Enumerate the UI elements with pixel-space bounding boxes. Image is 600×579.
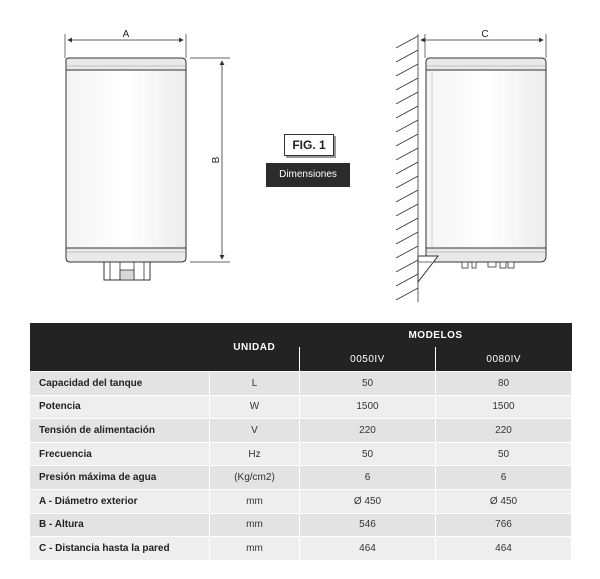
row-label: Capacidad del tanque	[30, 372, 210, 396]
front-view	[65, 29, 230, 280]
table-row	[30, 419, 572, 443]
row-value-0050iv: 1500	[300, 395, 436, 419]
row-value-0080iv: 464	[436, 537, 572, 561]
row-unit: Hz	[210, 442, 300, 466]
unit-column-header: UNIDAD	[210, 323, 300, 372]
row-label: C - Distancia hasta la pared	[30, 537, 210, 561]
row-label: Potencia	[30, 395, 210, 419]
row-value-0050iv: 50	[300, 372, 436, 396]
row-value-0050iv: 6	[300, 466, 436, 490]
row-unit: mm	[210, 489, 300, 513]
row-value-0080iv: 6	[436, 466, 572, 490]
row-value-0050iv: 220	[300, 419, 436, 443]
table-row	[30, 513, 572, 537]
row-value-0080iv: 1500	[436, 395, 572, 419]
row-label: Presión máxima de agua	[30, 466, 210, 490]
table-row	[30, 466, 572, 490]
specifications-table	[29, 323, 572, 561]
table-row	[30, 372, 572, 396]
table-row	[30, 489, 572, 513]
table-row	[30, 537, 572, 561]
dim-c-label: C	[481, 29, 489, 40]
row-value-0050iv: 464	[300, 537, 436, 561]
row-value-0080iv: Ø 450	[436, 489, 572, 513]
row-value-0080iv: 766	[436, 513, 572, 537]
figure-number-label: FIG. 1	[284, 134, 334, 156]
row-unit: mm	[210, 513, 300, 537]
row-label: Tensión de alimentación	[30, 419, 210, 443]
row-label: Frecuencia	[30, 442, 210, 466]
row-value-0080iv: 50	[436, 442, 572, 466]
row-value-0050iv: 546	[300, 513, 436, 537]
figure-caption: Dimensiones	[266, 163, 350, 187]
row-value-0080iv: 80	[436, 372, 572, 396]
dim-b-label: B	[211, 156, 222, 164]
table-row	[30, 395, 572, 419]
dim-a-label: A	[122, 29, 130, 40]
row-value-0080iv: 220	[436, 419, 572, 443]
model-header-0050iv: 0050IV	[300, 347, 436, 372]
row-label: B - Altura	[30, 513, 210, 537]
row-unit: V	[210, 419, 300, 443]
row-unit: W	[210, 395, 300, 419]
row-value-0050iv: 50	[300, 442, 436, 466]
row-label: A - Diámetro exterior	[30, 489, 210, 513]
table-row	[30, 442, 572, 466]
row-unit: L	[210, 372, 300, 396]
row-unit: (Kg/cm2)	[210, 466, 300, 490]
row-unit: mm	[210, 537, 300, 561]
row-value-0050iv: Ø 450	[300, 489, 436, 513]
models-column-header: MODELOS	[300, 323, 572, 347]
model-header-0080iv: 0080IV	[436, 347, 572, 372]
side-view	[396, 29, 546, 302]
table-corner-cell	[30, 323, 210, 372]
